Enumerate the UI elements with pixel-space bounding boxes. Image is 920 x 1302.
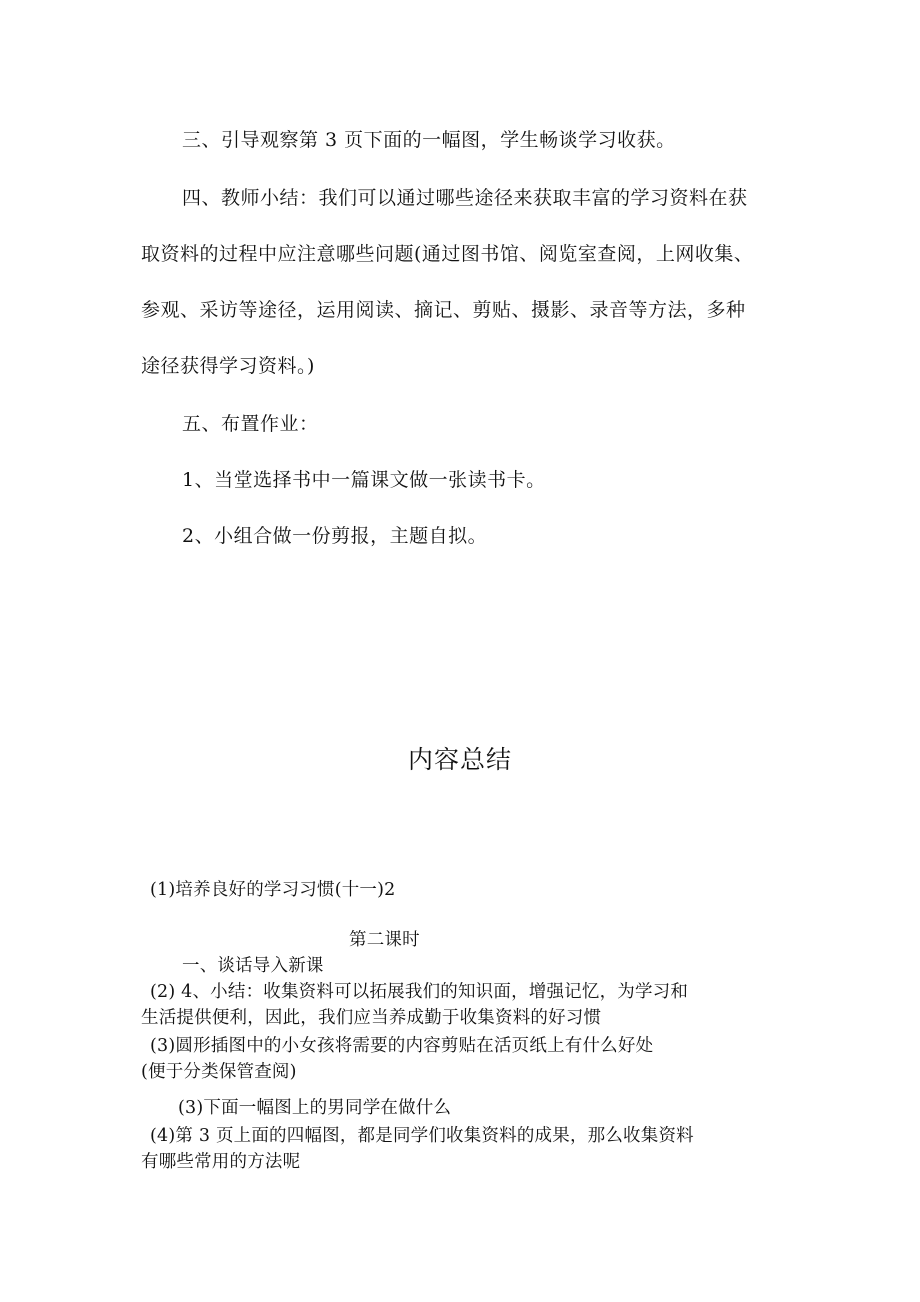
summary-line-4: (2) 4、小结：收集资料可以拓展我们的知识面，增强记忆，为学习和	[150, 982, 689, 1002]
lesson-step-three: 三、引导观察第 3 页下面的一幅图，学生畅谈学习收获。	[182, 129, 676, 151]
teacher-summary-line-4: 途径获得学习资料。)	[141, 355, 315, 377]
summary-line-10: 有哪些常用的方法呢	[141, 1152, 301, 1172]
homework-item-1: 1、当堂选择书中一篇课文做一张读书卡。	[182, 469, 546, 491]
summary-line-2: 第二课时	[349, 930, 420, 950]
summary-line-1: (1)培养良好的学习习惯(十一)2	[150, 880, 396, 900]
teacher-summary-line-3: 参观、采访等途径，运用阅读、摘记、剪贴、摄影、录音等方法，多种	[141, 299, 746, 321]
summary-line-8: (3)下面一幅图上的男同学在做什么	[178, 1098, 452, 1118]
summary-line-7: (便于分类保管查阅)	[141, 1062, 297, 1082]
summary-line-3: 一、谈话导入新课	[182, 956, 324, 976]
summary-title: 内容总结	[407, 745, 512, 774]
summary-line-9: (4)第 3 页上面的四幅图，都是同学们收集资料的成果，那么收集资料	[150, 1126, 694, 1146]
summary-line-6: (3)圆形插图中的小女孩将需要的内容剪贴在活页纸上有什么好处	[150, 1036, 654, 1056]
teacher-summary-line-1: 四、教师小结：我们可以通过哪些途径来获取丰富的学习资料在获	[182, 187, 748, 209]
summary-line-5: 生活提供便利，因此，我们应当养成勤于收集资料的好习惯	[141, 1008, 602, 1028]
homework-item-2: 2、小组合做一份剪报，主题自拟。	[182, 525, 488, 547]
teacher-summary-line-2: 取资料的过程中应注意哪些问题(通过图书馆、阅览室查阅，上网收集、	[141, 243, 754, 265]
homework-heading: 五、布置作业：	[182, 413, 319, 435]
